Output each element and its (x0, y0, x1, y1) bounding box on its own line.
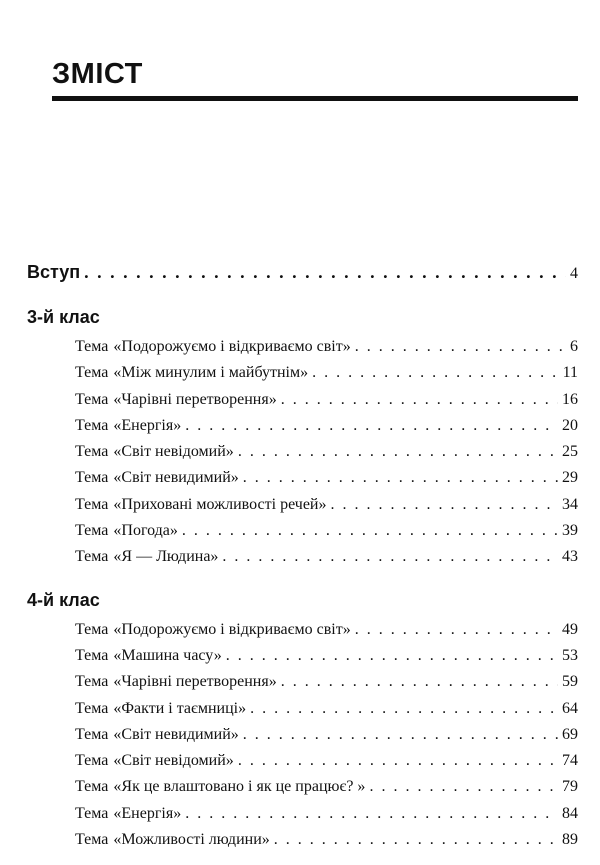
topic-prefix: Тема (75, 469, 109, 487)
topic-title: «Погода» (113, 522, 178, 540)
toc-entry-label (75, 827, 270, 853)
topic-title: «Енергія» (113, 804, 182, 822)
topic-title: «Подорожуємо і відкриваємо світ» (113, 338, 351, 355)
section-heading: 4-й клас (27, 589, 100, 610)
dot-leader (182, 518, 558, 544)
topic-title: «Чарівні перетворення» (113, 390, 277, 408)
toc-entry-label (75, 439, 234, 465)
topic-prefix: Тема (75, 548, 109, 566)
dot-leader (185, 801, 558, 827)
toc-entry-topic[interactable] (75, 465, 578, 491)
toc-entry-label (75, 748, 234, 774)
topic-prefix: Тема (75, 673, 109, 691)
toc-entry-topic[interactable] (75, 387, 578, 413)
topic-list (27, 334, 578, 571)
dot-leader (281, 387, 558, 413)
dot-leader (226, 643, 558, 669)
toc-entry-topic[interactable] (75, 334, 578, 360)
section-heading: 3-й клас (27, 307, 100, 327)
topic-prefix: Тема (75, 804, 109, 822)
topic-prefix: Тема (75, 699, 109, 717)
toc-entry-topic[interactable] (75, 643, 578, 669)
dot-leader (281, 669, 558, 695)
dot-leader (312, 360, 558, 386)
toc-entry-label (75, 617, 351, 643)
toc-entry-label (75, 722, 239, 748)
topic-prefix: Тема (75, 443, 109, 461)
dot-leader (369, 774, 558, 800)
toc-entry-topic[interactable] (75, 801, 578, 827)
dot-leader (250, 696, 558, 722)
toc-page-number: 74 (562, 752, 578, 770)
topic-title: «Світ невидимий» (113, 469, 239, 487)
toc-entry-label (75, 334, 351, 360)
topic-title: «Факти і таємниці» (113, 699, 247, 717)
dot-leader (274, 827, 558, 853)
toc-page-number: 79 (562, 778, 578, 796)
topic-prefix: Тема (75, 416, 109, 434)
toc-page-number: 43 (562, 548, 578, 566)
toc-entry-label (75, 643, 222, 669)
topic-prefix: Тема (75, 831, 109, 849)
toc-entry-intro[interactable] (27, 262, 578, 292)
dot-leader (355, 334, 566, 360)
toc-entry-topic[interactable] (75, 360, 578, 386)
topic-prefix: Тема (75, 364, 109, 382)
topic-list (27, 617, 578, 854)
toc-entry-label (75, 696, 246, 722)
topic-title: «Між минулим і майбутнім» (113, 364, 309, 382)
dot-leader (185, 413, 558, 439)
toc-page-number: 84 (562, 804, 578, 822)
topic-title: «Приховані можливості речей» (113, 495, 327, 513)
toc-page-number: 16 (562, 390, 578, 408)
table-of-contents (27, 262, 578, 853)
toc-page-number: 6 (570, 338, 578, 355)
dot-leader (222, 544, 558, 570)
topic-title: «Машина часу» (113, 646, 222, 664)
page-title: ЗМІСТ (52, 58, 143, 90)
topic-title: «Можливості людини» (113, 831, 270, 849)
toc-entry-topic[interactable] (75, 413, 578, 439)
toc-page-number: 29 (562, 469, 578, 487)
title-rule (52, 96, 578, 101)
toc-entry-label (75, 544, 218, 570)
toc-page-number: 49 (562, 620, 578, 638)
toc-entry-topic[interactable] (75, 722, 578, 748)
toc-page-number: 69 (562, 725, 578, 743)
topic-prefix: Тема (75, 725, 109, 743)
topic-title: «Енергія» (113, 416, 182, 434)
dot-leader (243, 465, 558, 491)
topic-prefix: Тема (75, 752, 109, 770)
toc-entry-label (75, 669, 277, 695)
dot-leader (330, 492, 558, 518)
toc-entry-label: Вступ (27, 262, 81, 282)
topic-title: «Як це влаштовано і як це працює? » (113, 778, 366, 796)
topic-prefix: Тема (75, 522, 109, 540)
topic-title: «Світ невидимий» (113, 725, 239, 743)
toc-entry-topic[interactable] (75, 827, 578, 853)
dot-leader (238, 748, 558, 774)
topic-prefix: Тема (75, 390, 109, 408)
toc-page-number: 11 (562, 364, 578, 382)
topic-prefix: Тема (75, 778, 109, 796)
dot-leader (238, 439, 558, 465)
toc-entry-label (75, 387, 277, 413)
topic-prefix: Тема (75, 646, 109, 664)
toc-entry-label (75, 465, 239, 491)
toc-entry-label (75, 492, 326, 518)
toc-entry-label (75, 774, 365, 800)
toc-entry-topic[interactable] (75, 617, 578, 643)
toc-page-number: 53 (562, 646, 578, 664)
section-grade-3 (27, 304, 578, 571)
toc-entry-label (75, 801, 181, 827)
topic-prefix: Тема (75, 495, 109, 513)
toc-entry-topic[interactable] (75, 669, 578, 695)
toc-page-number: 25 (562, 443, 578, 461)
topic-prefix: Тема (75, 620, 109, 638)
toc-page-number: 34 (562, 495, 578, 513)
toc-page-number: 20 (562, 416, 578, 434)
toc-page-number: 4 (570, 265, 578, 282)
toc-entry-label (75, 518, 178, 544)
toc-entry-topic[interactable] (75, 748, 578, 774)
toc-page-number: 59 (562, 673, 578, 691)
toc-page-number: 89 (562, 831, 578, 849)
section-grade-4 (27, 587, 578, 854)
toc-entry-topic[interactable] (75, 544, 578, 570)
toc-entry-topic[interactable] (75, 492, 578, 518)
toc-entry-topic[interactable] (75, 696, 578, 722)
toc-entry-topic[interactable] (75, 774, 578, 800)
toc-page-number: 39 (562, 522, 578, 540)
dot-leader (84, 262, 566, 283)
toc-entry-label (75, 413, 181, 439)
toc-page-number: 64 (562, 699, 578, 717)
topic-prefix: Тема (75, 338, 109, 355)
toc-entry-topic[interactable] (75, 439, 578, 465)
dot-leader (355, 617, 558, 643)
topic-title: «Світ невідомий» (113, 443, 234, 461)
topic-title: «Чарівні перетворення» (113, 673, 277, 691)
dot-leader (243, 722, 558, 748)
topic-title: «Світ невідомий» (113, 752, 234, 770)
topic-title: «Подорожуємо і відкриваємо світ» (113, 620, 351, 638)
topic-title: «Я — Людина» (113, 548, 219, 566)
toc-entry-label (75, 360, 308, 386)
toc-entry-topic[interactable] (75, 518, 578, 544)
